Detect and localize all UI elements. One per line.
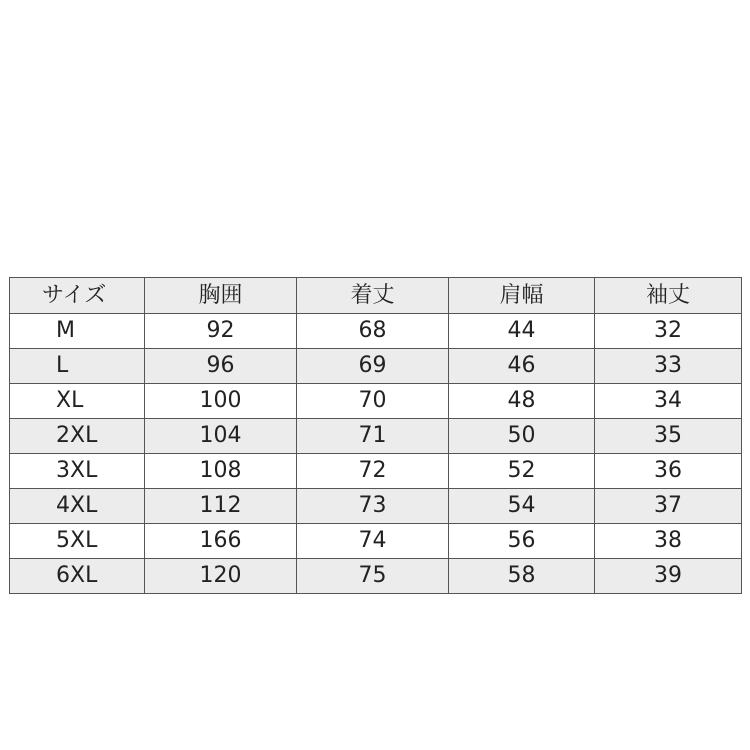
table-row (10, 524, 742, 559)
cell-length: 73 (297, 489, 449, 524)
cell-sleeve: 38 (595, 524, 742, 559)
cell-size: 6XL (10, 559, 145, 594)
cell-chest: 96 (145, 349, 297, 384)
cell-length: 75 (297, 559, 449, 594)
cell-length: 69 (297, 349, 449, 384)
cell-shoulder: 48 (449, 384, 595, 419)
cell-size: XL (10, 384, 145, 419)
cell-sleeve: 37 (595, 489, 742, 524)
cell-size: 5XL (10, 524, 145, 559)
header-length: 着丈 (297, 278, 449, 314)
cell-chest: 166 (145, 524, 297, 559)
cell-sleeve: 32 (595, 314, 742, 349)
cell-shoulder: 44 (449, 314, 595, 349)
cell-length: 72 (297, 454, 449, 489)
table-row (10, 454, 742, 489)
cell-size: M (10, 314, 145, 349)
cell-chest: 100 (145, 384, 297, 419)
table-header-row (10, 278, 742, 314)
cell-chest: 92 (145, 314, 297, 349)
cell-shoulder: 56 (449, 524, 595, 559)
table-row (10, 559, 742, 594)
cell-size: L (10, 349, 145, 384)
header-size: サイズ (10, 278, 145, 314)
cell-length: 70 (297, 384, 449, 419)
header-shoulder: 肩幅 (449, 278, 595, 314)
cell-sleeve: 33 (595, 349, 742, 384)
cell-size: 3XL (10, 454, 145, 489)
cell-shoulder: 58 (449, 559, 595, 594)
cell-chest: 104 (145, 419, 297, 454)
cell-length: 71 (297, 419, 449, 454)
size-chart-table (9, 277, 742, 594)
cell-sleeve: 39 (595, 559, 742, 594)
table-row (10, 314, 742, 349)
cell-sleeve: 35 (595, 419, 742, 454)
table-row (10, 489, 742, 524)
cell-chest: 120 (145, 559, 297, 594)
table-row (10, 349, 742, 384)
cell-length: 68 (297, 314, 449, 349)
cell-chest: 112 (145, 489, 297, 524)
header-chest: 胸囲 (145, 278, 297, 314)
cell-chest: 108 (145, 454, 297, 489)
header-sleeve: 袖丈 (595, 278, 742, 314)
table-row (10, 419, 742, 454)
cell-size: 4XL (10, 489, 145, 524)
cell-sleeve: 34 (595, 384, 742, 419)
cell-shoulder: 50 (449, 419, 595, 454)
table-row (10, 384, 742, 419)
cell-shoulder: 54 (449, 489, 595, 524)
cell-size: 2XL (10, 419, 145, 454)
cell-sleeve: 36 (595, 454, 742, 489)
cell-length: 74 (297, 524, 449, 559)
cell-shoulder: 46 (449, 349, 595, 384)
cell-shoulder: 52 (449, 454, 595, 489)
